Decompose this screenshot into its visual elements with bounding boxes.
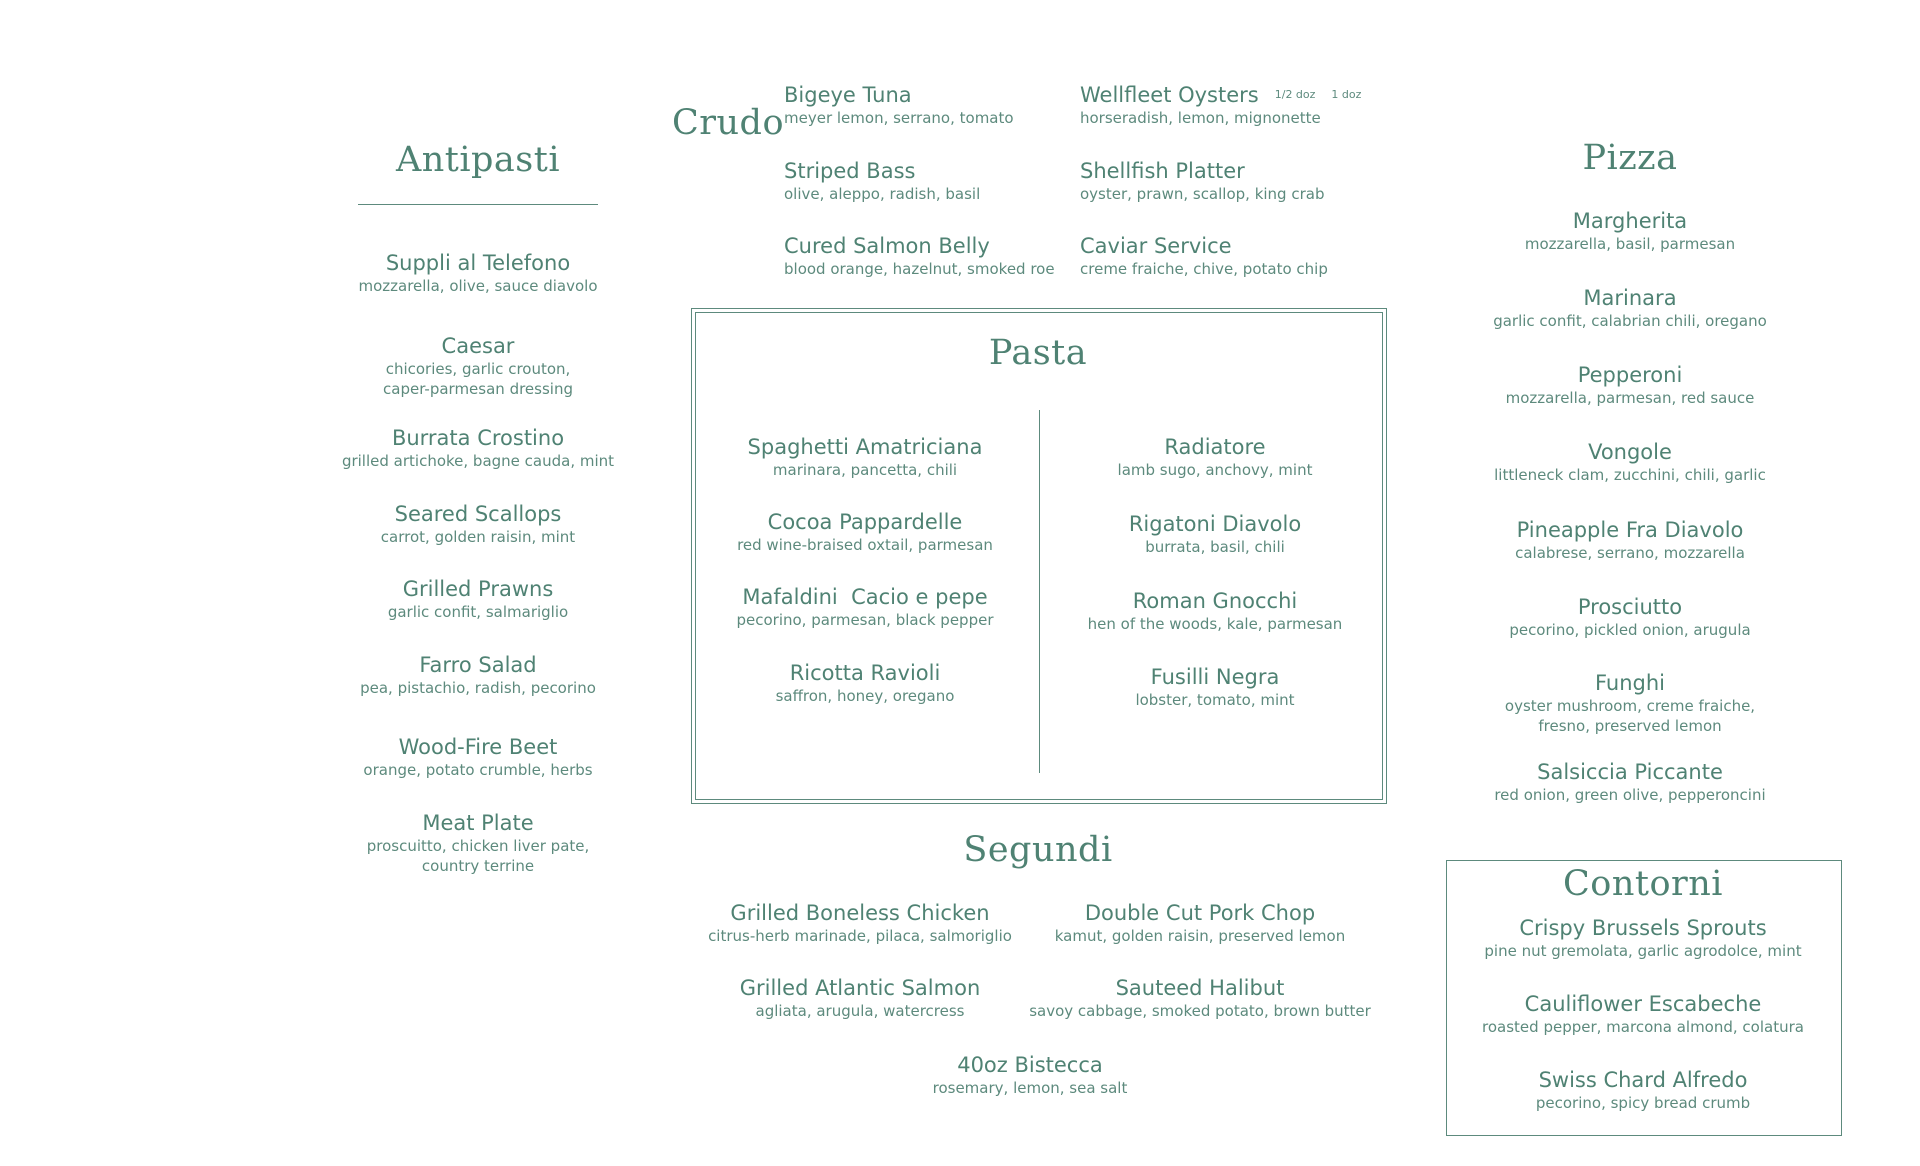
menu-item: [1055, 511, 1375, 557]
item-name: Cauliflower Escabeche: [1524, 992, 1762, 1016]
item-name: Grilled Prawns: [402, 577, 554, 601]
menu-item: [1010, 975, 1390, 1021]
menu-item: [784, 82, 1014, 128]
menu-item: [328, 501, 628, 547]
item-name: Rigatoni Diavolo: [1128, 512, 1302, 536]
item-description: agliata, arugula, watercress: [755, 1002, 965, 1020]
item-description: rosemary, lemon, sea salt: [932, 1079, 1128, 1097]
item-description: pea, pistachio, radish, pecorino: [360, 679, 596, 697]
item-name: Cured Salmon Belly: [784, 234, 990, 258]
item-description: lobster, tomato, mint: [1135, 691, 1295, 709]
menu-item: [1446, 991, 1840, 1037]
item-description: littleneck clam, zucchini, chili, garlic: [1494, 466, 1766, 484]
item-description: red wine-braised oxtail, parmesan: [737, 536, 993, 554]
menu-item: [328, 333, 628, 399]
item-name: Crispy Brussels Sprouts: [1519, 916, 1767, 940]
item-name: Swiss Chard Alfredo: [1538, 1068, 1748, 1092]
item-description: pecorino, parmesan, black pepper: [736, 611, 994, 629]
menu-item: [1080, 82, 1361, 128]
menu-item: [705, 434, 1025, 480]
item-name: 40oz Bistecca: [957, 1053, 1103, 1077]
item-description: hen of the woods, kale, parmesan: [1087, 615, 1343, 633]
menu-item: [784, 233, 1055, 279]
item-description: mozzarella, parmesan, red sauce: [1505, 389, 1755, 407]
menu-item: [1480, 594, 1780, 640]
item-description: saffron, honey, oregano: [775, 687, 955, 705]
menu-item: [1480, 285, 1780, 331]
item-description: meyer lemon, serrano, tomato: [784, 109, 1014, 127]
item-description: orange, potato crumble, herbs: [363, 761, 593, 779]
menu-item: [705, 660, 1025, 706]
item-description: roasted pepper, marcona almond, colatura: [1482, 1018, 1804, 1036]
menu-item: [328, 425, 628, 471]
item-name: Double Cut Pork Chop: [1084, 901, 1316, 925]
item-name: Farro Salad: [419, 653, 537, 677]
price-size-dozen: 1 doz: [1331, 88, 1362, 101]
item-name: Ricotta Ravioli: [789, 661, 941, 685]
item-description: citrus-herb marinade, pilaca, salmoriglio: [708, 927, 1012, 945]
item-name: Pineapple Fra Diavolo: [1516, 518, 1744, 542]
menu-item: [1080, 233, 1328, 279]
menu-item: [1080, 158, 1324, 204]
menu-item: [1480, 362, 1780, 408]
item-name: Cocoa Pappardelle: [767, 510, 963, 534]
menu-item: [1446, 1067, 1840, 1113]
item-description: calabrese, serrano, mozzarella: [1515, 544, 1745, 562]
item-name: Radiatore: [1164, 435, 1266, 459]
item-description: marinara, pancetta, chili: [772, 461, 958, 479]
item-name: Funghi: [1594, 671, 1666, 695]
antipasti-divider: [358, 204, 598, 205]
item-description: carrot, golden raisin, mint: [380, 528, 576, 546]
item-name: Meat Plate: [422, 811, 534, 835]
item-description: mozzarella, olive, sauce diavolo: [358, 277, 598, 295]
item-description: mozzarella, basil, parmesan: [1524, 235, 1736, 253]
item-name: Caesar: [441, 334, 515, 358]
item-description: creme fraiche, chive, potato chip: [1080, 260, 1328, 278]
menu-item: [1480, 208, 1780, 254]
menu-item: [1446, 915, 1840, 961]
item-name: Marinara: [1583, 286, 1677, 310]
item-description: country terrine: [421, 857, 535, 875]
item-name: Suppli al Telefono: [385, 251, 571, 275]
item-description: garlic confit, salmariglio: [387, 603, 569, 621]
item-name: [1080, 82, 1361, 108]
crudo-title: Crudo: [672, 103, 785, 143]
menu-item: [784, 158, 980, 204]
item-description: caper-parmesan dressing: [383, 380, 573, 398]
menu-item: [1480, 670, 1780, 736]
item-name: Burrata Crostino: [391, 426, 565, 450]
item-name: Sauteed Halibut: [1115, 976, 1285, 1000]
item-name: Mafaldini Cacio e pepe: [742, 585, 988, 609]
menu-item: [1055, 664, 1375, 710]
item-description: pine nut gremolata, garlic agrodolce, mint: [1484, 942, 1802, 960]
item-name-text: Wellfleet Oysters: [1080, 83, 1259, 107]
item-description: pecorino, pickled onion, arugula: [1509, 621, 1751, 639]
item-description: horseradish, lemon, mignonette: [1080, 109, 1321, 127]
item-description: burrata, basil, chili: [1145, 538, 1285, 556]
item-name: Striped Bass: [784, 159, 916, 183]
item-name: Shellfish Platter: [1080, 159, 1245, 183]
item-name: Vongole: [1588, 440, 1672, 464]
item-name: Pepperoni: [1577, 363, 1683, 387]
item-name: Spaghetti Amatriciana: [747, 435, 983, 459]
item-description: fresno, preserved lemon: [1538, 717, 1722, 735]
item-description: olive, aleppo, radish, basil: [784, 185, 981, 203]
menu-item: [690, 975, 1030, 1021]
item-name: Salsiccia Piccante: [1537, 760, 1723, 784]
item-description: oyster, prawn, scallop, king crab: [1080, 185, 1325, 203]
menu-item: [1055, 588, 1375, 634]
item-description: savoy cabbage, smoked potato, brown butter: [1029, 1002, 1371, 1020]
segundi-title: Segundi: [963, 830, 1113, 870]
menu-item: [328, 734, 628, 780]
menu-item: [328, 250, 628, 296]
item-name: Margherita: [1572, 209, 1688, 233]
pasta-title: Pasta: [988, 333, 1088, 373]
menu-item: [705, 509, 1025, 555]
menu-item: [328, 576, 628, 622]
item-description: red onion, green olive, pepperoncini: [1494, 786, 1766, 804]
menu-item: [328, 652, 628, 698]
item-description: chicories, garlic crouton,: [385, 360, 571, 378]
menu-item: [1480, 517, 1780, 563]
item-name: Wood-Fire Beet: [398, 735, 558, 759]
item-name: Grilled Atlantic Salmon: [739, 976, 981, 1000]
item-name: Roman Gnocchi: [1132, 589, 1298, 613]
item-name: Fusilli Negra: [1150, 665, 1280, 689]
menu-item: [1480, 759, 1780, 805]
menu-item: [690, 900, 1030, 946]
antipasti-title: Antipasti: [395, 140, 561, 180]
contorni-title: Contorni: [1563, 864, 1723, 904]
item-name: Bigeye Tuna: [784, 83, 912, 107]
item-description: oyster mushroom, creme fraiche,: [1504, 697, 1756, 715]
item-description: grilled artichoke, bagne cauda, mint: [341, 452, 615, 470]
menu-item: [1055, 434, 1375, 480]
item-name: Grilled Boneless Chicken: [730, 901, 990, 925]
item-description: blood orange, hazelnut, smoked roe: [784, 260, 1055, 278]
pasta-column-divider: [1039, 410, 1040, 773]
menu-item: [1480, 439, 1780, 485]
menu-item: [1030, 900, 1370, 946]
menu-item: [328, 810, 628, 876]
item-description: garlic confit, calabrian chili, oregano: [1493, 312, 1767, 330]
item-name: Prosciutto: [1577, 595, 1683, 619]
item-name: Seared Scallops: [394, 502, 562, 526]
price-size-half-dozen: 1/2 doz: [1274, 88, 1316, 101]
item-description: proscuitto, chicken liver pate,: [366, 837, 590, 855]
item-description: kamut, golden raisin, preserved lemon: [1054, 927, 1346, 945]
item-description: pecorino, spicy bread crumb: [1535, 1094, 1751, 1112]
item-description: lamb sugo, anchovy, mint: [1117, 461, 1313, 479]
menu-item: [705, 584, 1025, 630]
menu-item: [870, 1052, 1190, 1098]
item-name: Caviar Service: [1080, 234, 1232, 258]
pizza-title: Pizza: [1582, 138, 1678, 178]
